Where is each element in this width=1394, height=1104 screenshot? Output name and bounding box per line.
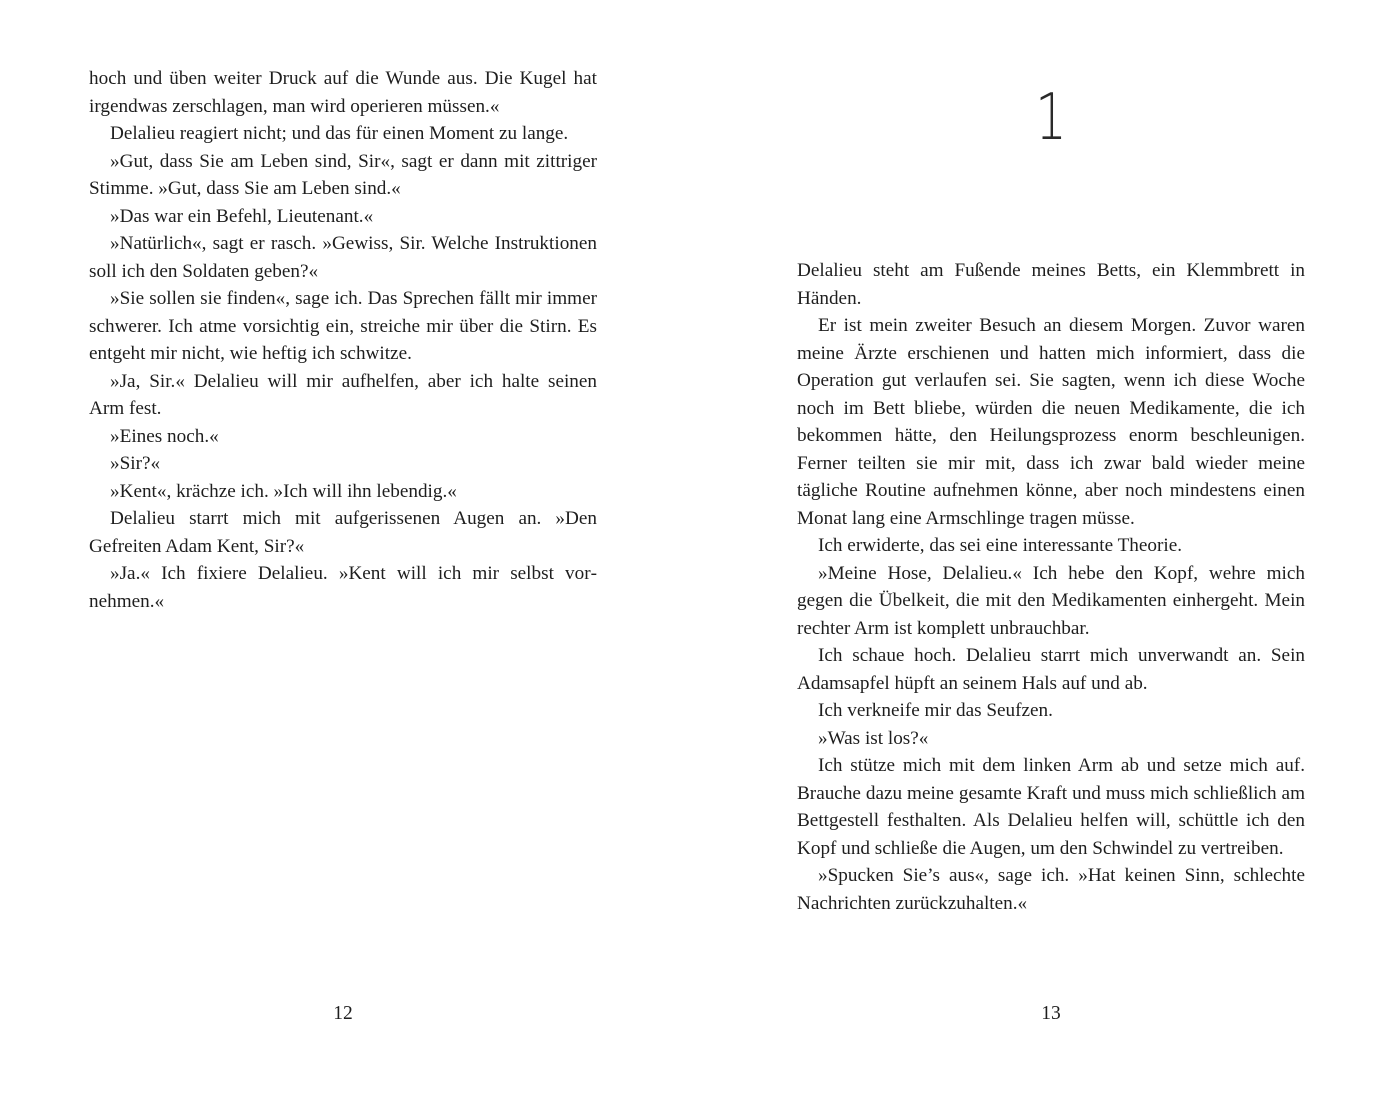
right-page xyxy=(697,0,1394,1104)
page-number-left: 12 xyxy=(333,1003,353,1024)
paragraph: »Das war ein Befehl, Lieutenant.« xyxy=(110,205,374,227)
paragraph: Delalieu steht am Fußende meines Betts, ein Klemmbrett in Händen. xyxy=(797,260,1305,309)
page-number-right: 13 xyxy=(1041,1003,1061,1024)
paragraph: »Spucken Sie’s aus«, sage ich. »Hat keinen Sinn, schlechte Nachrichten zurückzuhalten.« xyxy=(797,865,1305,914)
paragraph: »Meine Hose, Delalieu.« Ich hebe den Kopf, wehre mich gegen die Übelkeit, die mit den Medikamenten einhergeht. Mein rechter Arm ist komplett unbrauchbar. xyxy=(797,562,1305,639)
paragraph: Ich stütze mich mit dem linken Arm ab und setze mich auf. Brauche dazu meine gesamte Kraft und muss mich schließlich am Bettgestell festhalten. Als Delalieu helfen will, schüttle ich den Kopf und schließe die Augen, um den Schwindel zu vertreiben. xyxy=(797,755,1305,859)
paragraph: »Kent«, krächze ich. »Ich will ihn lebendig.« xyxy=(110,480,457,502)
paragraph: hoch und üben weiter Druck auf die Wunde aus. Die Kugel hat irgendwas zerschlagen, man wird operieren müssen.« xyxy=(89,68,597,117)
paragraph: Ich verkneife mir das Seufzen. xyxy=(818,700,1053,721)
paragraph: »Ja, Sir.« Delalieu will mir aufhelfen, aber ich halte seinen Arm fest. xyxy=(89,370,597,419)
left-page-text xyxy=(89,65,597,615)
paragraph: Ich schaue hoch. Delalieu starrt mich unverwandt an. Sein Adamsapfel hüpft an seinem Hals auf und ab. xyxy=(797,645,1305,694)
paragraph: Ich erwiderte, das sei eine interessante Theorie. xyxy=(818,535,1183,556)
chapter-number: 1 xyxy=(1035,81,1067,155)
paragraph: »Sir?« xyxy=(110,453,161,474)
paragraph: »Was ist los?« xyxy=(818,727,929,749)
paragraph: Er ist mein zweiter Besuch an diesem Morgen. Zuvor waren meine Ärzte erschienen und hatten mich informiert, dass die Operation gut verlaufen sei. Sie sagten, wenn ich diese Woche noch im Bett bliebe, würden die neuen Medikamente, die ich bekommen hätte, den Heilungsprozess enorm beschleunigen. Ferner teilten sie mir mit, dass ich zwar bald wieder meine tägliche Routine aufnehmen könne, aber noch mindestens einen Monat lang eine Armschlinge tragen müsse. xyxy=(797,315,1305,529)
paragraph: Delalieu reagiert nicht; und das für einen Moment zu lange. xyxy=(110,123,569,144)
paragraph: »Eines noch.« xyxy=(110,425,219,447)
paragraph: »Natürlich«, sagt er rasch. »Gewiss, Sir. Welche Instruktionen soll ich den Soldaten geben?« xyxy=(89,233,597,282)
paragraph: Delalieu starrt mich mit aufgerissenen Augen an. »Den Gefreiten Adam Kent, Sir?« xyxy=(89,508,597,557)
paragraph: »Gut, dass Sie am Leben sind, Sir«, sagt er dann mit zittriger Stimme. »Gut, dass Sie am Leben sind.« xyxy=(89,150,597,199)
paragraph: »Ja.« Ich fixiere Delalieu. »Kent will ich mir selbst vornehmen.« xyxy=(89,563,597,612)
right-page-text xyxy=(797,257,1305,917)
paragraph: »Sie sollen sie finden«, sage ich. Das Sprechen fällt mir immer schwerer. Ich atme vorsichtig ein, streiche mir über die Stirn. Es entgeht mir nicht, wie heftig ich schwitze. xyxy=(89,288,597,364)
